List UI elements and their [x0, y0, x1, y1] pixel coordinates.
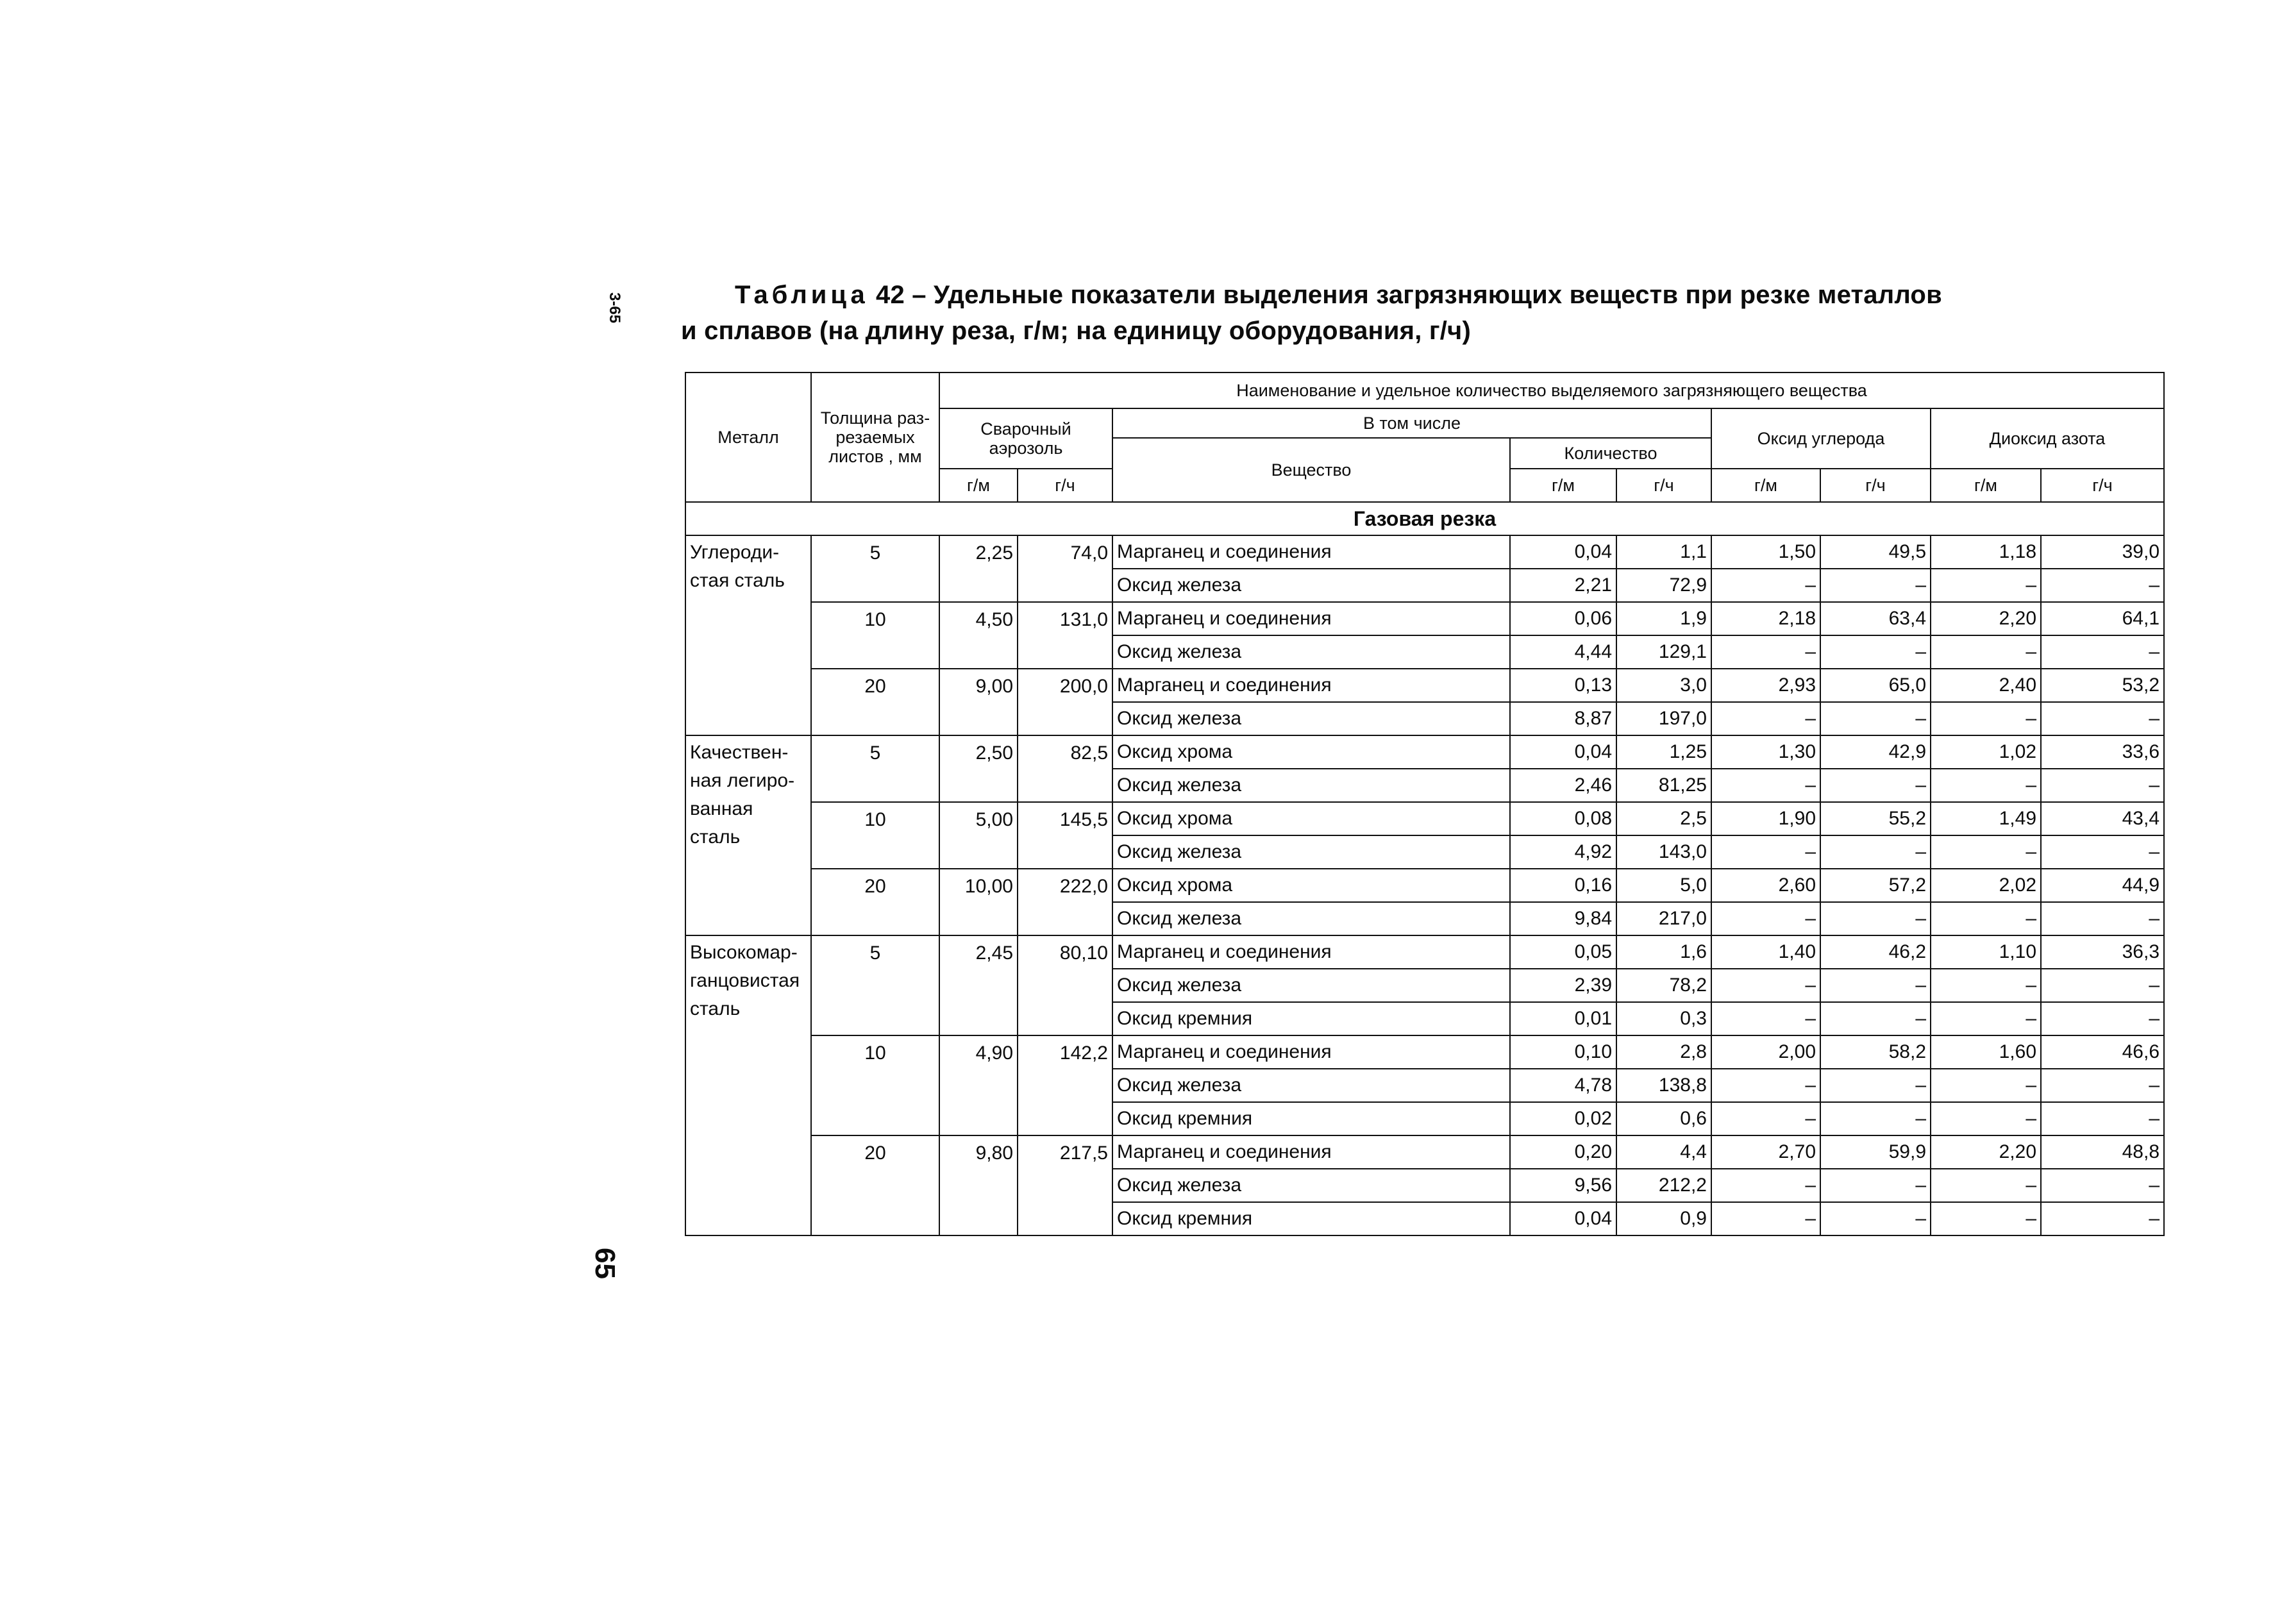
substance-cell: Оксид железа: [1112, 835, 1510, 869]
metal-cell: Углероди-стая сталь: [685, 535, 811, 735]
no2-gm-cell: –: [1931, 969, 2041, 1002]
quantity-gh-cell: 3,0: [1616, 669, 1711, 702]
section-title: Газовая резка: [685, 502, 2164, 535]
table-caption: [681, 277, 2092, 349]
no2-gh-cell: –: [2041, 1002, 2164, 1035]
no2-gm-cell: 1,02: [1931, 735, 2041, 769]
no2-gm-cell: 2,02: [1931, 869, 2041, 902]
quantity-gm-cell: 8,87: [1510, 702, 1616, 735]
thickness-cell: 5: [811, 935, 939, 1035]
no2-gm-cell: 2,20: [1931, 1135, 2041, 1169]
thickness-cell: 10: [811, 1035, 939, 1135]
co-gm-cell: 1,90: [1711, 802, 1820, 835]
no2-gm-cell: 1,10: [1931, 935, 2041, 969]
substance-cell: Марганец и соединения: [1112, 535, 1510, 569]
aerosol-gm-cell: 4,90: [939, 1035, 1018, 1135]
co-gh-cell: 59,9: [1820, 1135, 1931, 1169]
table-row: [685, 535, 2164, 569]
substance-cell: Оксид железа: [1112, 635, 1510, 669]
co-gh-cell: –: [1820, 835, 1931, 869]
quantity-gm-cell: 0,20: [1510, 1135, 1616, 1169]
table-body: [685, 502, 2164, 1235]
no2-gh-cell: –: [2041, 1202, 2164, 1235]
co-gh-cell: –: [1820, 702, 1931, 735]
co-gh-cell: –: [1820, 1002, 1931, 1035]
quantity-gh-cell: 143,0: [1616, 835, 1711, 869]
header-aerosol-gh: г/ч: [1018, 469, 1112, 502]
aerosol-gm-cell: 9,00: [939, 669, 1018, 735]
substance-cell: Оксид железа: [1112, 1169, 1510, 1202]
no2-gm-cell: 1,49: [1931, 802, 2041, 835]
no2-gh-cell: –: [2041, 902, 2164, 935]
aerosol-gh-cell: 74,0: [1018, 535, 1112, 602]
header-including: В том числе: [1112, 408, 1711, 438]
co-gm-cell: 2,60: [1711, 869, 1820, 902]
quantity-gm-cell: 2,21: [1510, 569, 1616, 602]
table-row: [685, 935, 2164, 969]
no2-gh-cell: 48,8: [2041, 1135, 2164, 1169]
substance-cell: Марганец и соединения: [1112, 602, 1510, 635]
quantity-gh-cell: 5,0: [1616, 869, 1711, 902]
header-quantity-gm: г/м: [1510, 469, 1616, 502]
no2-gm-cell: –: [1931, 902, 2041, 935]
co-gh-cell: –: [1820, 1202, 1931, 1235]
no2-gh-cell: 44,9: [2041, 869, 2164, 902]
no2-gh-cell: 64,1: [2041, 602, 2164, 635]
quantity-gh-cell: 81,25: [1616, 769, 1711, 802]
co-gh-cell: 57,2: [1820, 869, 1931, 902]
thickness-cell: 20: [811, 669, 939, 735]
caption-text-line2: и сплавов (на длину реза, г/м; на единицу оборудования, г/ч): [681, 317, 1471, 345]
co-gh-cell: 65,0: [1820, 669, 1931, 702]
quantity-gh-cell: 72,9: [1616, 569, 1711, 602]
header-group: Наименование и удельное количество выделяемого загрязняющего вещества: [939, 373, 2164, 408]
no2-gh-cell: 36,3: [2041, 935, 2164, 969]
substance-cell: Оксид железа: [1112, 902, 1510, 935]
quantity-gh-cell: 4,4: [1616, 1135, 1711, 1169]
no2-gh-cell: 53,2: [2041, 669, 2164, 702]
co-gm-cell: –: [1711, 1002, 1820, 1035]
header-co-gm: г/м: [1711, 469, 1820, 502]
no2-gh-cell: –: [2041, 1069, 2164, 1102]
thickness-cell: 20: [811, 869, 939, 935]
co-gm-cell: –: [1711, 569, 1820, 602]
header-no2: Диоксид азота: [1931, 408, 2164, 469]
substance-cell: Оксид кремния: [1112, 1002, 1510, 1035]
no2-gm-cell: 1,18: [1931, 535, 2041, 569]
co-gh-cell: –: [1820, 635, 1931, 669]
co-gh-cell: 63,4: [1820, 602, 1931, 635]
co-gh-cell: 49,5: [1820, 535, 1931, 569]
table-header: [685, 373, 2164, 502]
quantity-gh-cell: 129,1: [1616, 635, 1711, 669]
quantity-gm-cell: 0,13: [1510, 669, 1616, 702]
table-row: [685, 1135, 2164, 1169]
aerosol-gm-cell: 4,50: [939, 602, 1018, 669]
header-no2-gh: г/ч: [2041, 469, 2164, 502]
co-gm-cell: 2,93: [1711, 669, 1820, 702]
no2-gh-cell: –: [2041, 569, 2164, 602]
co-gh-cell: –: [1820, 569, 1931, 602]
thickness-cell: 20: [811, 1135, 939, 1235]
co-gm-cell: –: [1711, 969, 1820, 1002]
substance-cell: Оксид кремния: [1112, 1202, 1510, 1235]
no2-gh-cell: –: [2041, 1102, 2164, 1135]
co-gm-cell: –: [1711, 1169, 1820, 1202]
header-metal: Металл: [685, 373, 811, 502]
no2-gm-cell: –: [1931, 702, 2041, 735]
aerosol-gh-cell: 222,0: [1018, 869, 1112, 935]
substance-cell: Марганец и соединения: [1112, 935, 1510, 969]
aerosol-gh-cell: 82,5: [1018, 735, 1112, 802]
quantity-gm-cell: 0,05: [1510, 935, 1616, 969]
co-gm-cell: –: [1711, 1202, 1820, 1235]
header-aerosol: Сварочный аэрозоль: [939, 408, 1112, 469]
thickness-cell: 5: [811, 735, 939, 802]
aerosol-gh-cell: 200,0: [1018, 669, 1112, 735]
co-gm-cell: –: [1711, 835, 1820, 869]
table-row: [685, 1035, 2164, 1069]
co-gh-cell: –: [1820, 902, 1931, 935]
quantity-gh-cell: 2,5: [1616, 802, 1711, 835]
no2-gm-cell: –: [1931, 1202, 2041, 1235]
no2-gh-cell: –: [2041, 835, 2164, 869]
substance-cell: Оксид хрома: [1112, 869, 1510, 902]
quantity-gm-cell: 0,04: [1510, 735, 1616, 769]
header-aerosol-gm: г/м: [939, 469, 1018, 502]
co-gm-cell: –: [1711, 702, 1820, 735]
co-gh-cell: 55,2: [1820, 802, 1931, 835]
co-gm-cell: 2,00: [1711, 1035, 1820, 1069]
aerosol-gh-cell: 131,0: [1018, 602, 1112, 669]
aerosol-gm-cell: 2,50: [939, 735, 1018, 802]
header-quantity: Количество: [1510, 438, 1711, 469]
aerosol-gm-cell: 9,80: [939, 1135, 1018, 1235]
quantity-gh-cell: 1,6: [1616, 935, 1711, 969]
co-gm-cell: 1,40: [1711, 935, 1820, 969]
substance-cell: Оксид железа: [1112, 569, 1510, 602]
header-co: Оксид углерода: [1711, 408, 1931, 469]
substance-cell: Марганец и соединения: [1112, 669, 1510, 702]
substance-cell: Оксид хрома: [1112, 802, 1510, 835]
no2-gm-cell: –: [1931, 1002, 2041, 1035]
co-gh-cell: 46,2: [1820, 935, 1931, 969]
no2-gm-cell: –: [1931, 1169, 2041, 1202]
header-no2-gm: г/м: [1931, 469, 2041, 502]
substance-cell: Оксид железа: [1112, 1069, 1510, 1102]
co-gm-cell: –: [1711, 1102, 1820, 1135]
no2-gm-cell: –: [1931, 635, 2041, 669]
thickness-cell: 10: [811, 602, 939, 669]
co-gm-cell: 2,70: [1711, 1135, 1820, 1169]
no2-gh-cell: –: [2041, 1169, 2164, 1202]
table-row: [685, 602, 2164, 635]
page-number: 65: [589, 1248, 621, 1279]
substance-cell: Марганец и соединения: [1112, 1035, 1510, 1069]
quantity-gm-cell: 0,04: [1510, 535, 1616, 569]
no2-gh-cell: 43,4: [2041, 802, 2164, 835]
caption-text-line1: 42 – Удельные показатели выделения загрязняющих веществ при резке металлов: [868, 281, 1942, 309]
co-gm-cell: 2,18: [1711, 602, 1820, 635]
no2-gm-cell: 2,40: [1931, 669, 2041, 702]
quantity-gh-cell: 0,3: [1616, 1002, 1711, 1035]
table-row: [685, 802, 2164, 835]
quantity-gh-cell: 217,0: [1616, 902, 1711, 935]
substance-cell: Оксид железа: [1112, 969, 1510, 1002]
quantity-gh-cell: 0,6: [1616, 1102, 1711, 1135]
quantity-gm-cell: 9,56: [1510, 1169, 1616, 1202]
quantity-gm-cell: 9,84: [1510, 902, 1616, 935]
aerosol-gm-cell: 2,25: [939, 535, 1018, 602]
no2-gm-cell: –: [1931, 1102, 2041, 1135]
table-row: [685, 735, 2164, 769]
no2-gm-cell: –: [1931, 769, 2041, 802]
metal-cell: Качествен-ная легиро-ванная сталь: [685, 735, 811, 935]
quantity-gm-cell: 4,44: [1510, 635, 1616, 669]
quantity-gm-cell: 0,10: [1510, 1035, 1616, 1069]
no2-gh-cell: 33,6: [2041, 735, 2164, 769]
no2-gh-cell: –: [2041, 969, 2164, 1002]
no2-gh-cell: –: [2041, 702, 2164, 735]
no2-gm-cell: –: [1931, 1069, 2041, 1102]
quantity-gm-cell: 0,16: [1510, 869, 1616, 902]
no2-gh-cell: 39,0: [2041, 535, 2164, 569]
caption-label: Таблица: [735, 281, 869, 309]
quantity-gm-cell: 4,92: [1510, 835, 1616, 869]
no2-gh-cell: –: [2041, 769, 2164, 802]
quantity-gh-cell: 78,2: [1616, 969, 1711, 1002]
header-quantity-gh: г/ч: [1616, 469, 1711, 502]
substance-cell: Марганец и соединения: [1112, 1135, 1510, 1169]
no2-gm-cell: 2,20: [1931, 602, 2041, 635]
quantity-gh-cell: 1,1: [1616, 535, 1711, 569]
co-gm-cell: –: [1711, 1069, 1820, 1102]
substance-cell: Оксид хрома: [1112, 735, 1510, 769]
aerosol-gh-cell: 217,5: [1018, 1135, 1112, 1235]
quantity-gh-cell: 1,25: [1616, 735, 1711, 769]
quantity-gm-cell: 0,01: [1510, 1002, 1616, 1035]
no2-gm-cell: –: [1931, 569, 2041, 602]
co-gh-cell: 42,9: [1820, 735, 1931, 769]
quantity-gh-cell: 212,2: [1616, 1169, 1711, 1202]
aerosol-gh-cell: 142,2: [1018, 1035, 1112, 1135]
co-gm-cell: –: [1711, 902, 1820, 935]
aerosol-gh-cell: 145,5: [1018, 802, 1112, 869]
substance-cell: Оксид кремния: [1112, 1102, 1510, 1135]
thickness-cell: 5: [811, 535, 939, 602]
quantity-gh-cell: 197,0: [1616, 702, 1711, 735]
no2-gm-cell: –: [1931, 835, 2041, 869]
no2-gh-cell: –: [2041, 635, 2164, 669]
co-gh-cell: 58,2: [1820, 1035, 1931, 1069]
co-gh-cell: –: [1820, 1102, 1931, 1135]
co-gh-cell: –: [1820, 1169, 1931, 1202]
metal-cell: Высокомар-ганцовистая сталь: [685, 935, 811, 1235]
no2-gm-cell: 1,60: [1931, 1035, 2041, 1069]
quantity-gh-cell: 1,9: [1616, 602, 1711, 635]
co-gm-cell: 1,50: [1711, 535, 1820, 569]
co-gh-cell: –: [1820, 769, 1931, 802]
header-substance: Вещество: [1112, 438, 1510, 502]
aerosol-gh-cell: 80,10: [1018, 935, 1112, 1035]
quantity-gh-cell: 138,8: [1616, 1069, 1711, 1102]
co-gh-cell: –: [1820, 969, 1931, 1002]
aerosol-gm-cell: 2,45: [939, 935, 1018, 1035]
quantity-gh-cell: 2,8: [1616, 1035, 1711, 1069]
quantity-gm-cell: 2,46: [1510, 769, 1616, 802]
quantity-gm-cell: 0,04: [1510, 1202, 1616, 1235]
emissions-table: [685, 372, 2165, 1236]
co-gh-cell: –: [1820, 1069, 1931, 1102]
document-code: 3-65: [606, 292, 623, 324]
header-thickness: Толщина раз-резаемых листов , мм: [811, 373, 939, 502]
header-co-gh: г/ч: [1820, 469, 1931, 502]
table-row: [685, 669, 2164, 702]
aerosol-gm-cell: 5,00: [939, 802, 1018, 869]
quantity-gm-cell: 2,39: [1510, 969, 1616, 1002]
co-gm-cell: 1,30: [1711, 735, 1820, 769]
quantity-gm-cell: 0,08: [1510, 802, 1616, 835]
co-gm-cell: –: [1711, 769, 1820, 802]
quantity-gm-cell: 0,06: [1510, 602, 1616, 635]
substance-cell: Оксид железа: [1112, 769, 1510, 802]
table-row: [685, 869, 2164, 902]
quantity-gm-cell: 0,02: [1510, 1102, 1616, 1135]
aerosol-gm-cell: 10,00: [939, 869, 1018, 935]
no2-gh-cell: 46,6: [2041, 1035, 2164, 1069]
quantity-gm-cell: 4,78: [1510, 1069, 1616, 1102]
co-gm-cell: –: [1711, 635, 1820, 669]
substance-cell: Оксид железа: [1112, 702, 1510, 735]
quantity-gh-cell: 0,9: [1616, 1202, 1711, 1235]
thickness-cell: 10: [811, 802, 939, 869]
